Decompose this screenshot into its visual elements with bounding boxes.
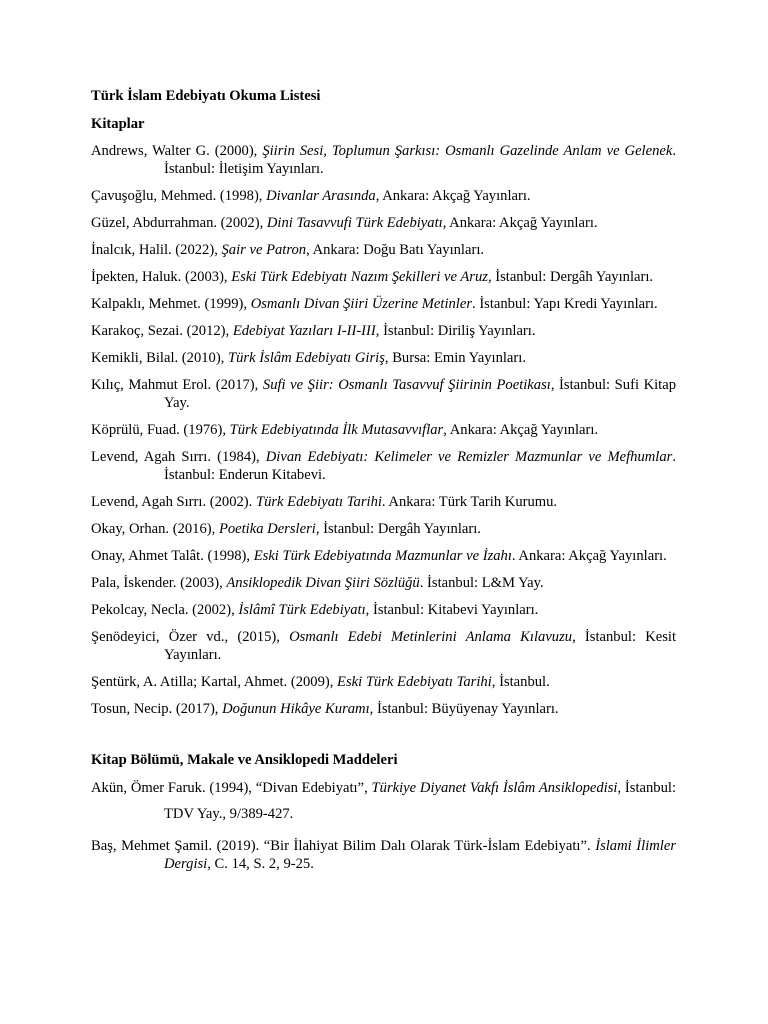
articles-list [91, 775, 676, 873]
list-item: Şentürk, A. Atilla; Kartal, Ahmet. (2009), Eski Türk Edebiyatı Tarihi, İstanbul. [91, 674, 550, 690]
list-item: Güzel, Abdurrahman. (2002), Dini Tasavvufi Türk Edebiyatı, Ankara: Akçağ Yayınları. [91, 215, 598, 231]
list-item: Kemikli, Bilal. (2010), Türk İslâm Edebiyatı Giriş, Bursa: Emin Yayınları. [91, 350, 526, 366]
list-item: Akün, Ömer Faruk. (1994), “Divan Edebiyatı”, Türkiye Diyanet Vakfı İslâm Ansiklopedisi, İstanbul: TDV Yay., 9/389-427. [91, 780, 677, 822]
list-item: Kılıç, Mahmut Erol. (2017), Sufi ve Şiir: Osmanlı Tasavvuf Şiirinin Poetikası, İstanbul: Sufi Kitap Yay. [91, 377, 676, 411]
section-heading-articles: Kitap Bölümü, Makale ve Ansiklopedi Maddeleri [91, 752, 398, 768]
list-item: İpekten, Haluk. (2003), Eski Türk Edebiyatı Nazım Şekilleri ve Aruz, İstanbul: Dergâh Yayınları. [91, 269, 654, 285]
list-item: Pala, İskender. (2003), Ansiklopedik Divan Şiiri Sözlüğü. İstanbul: L&M Yay. [91, 575, 544, 591]
list-item: Kalpaklı, Mehmet. (1999), Osmanlı Divan Şiiri Üzerine Metinler. İstanbul: Yapı Kredi Yayınları. [91, 296, 658, 312]
list-item: Karakoç, Sezai. (2012), Edebiyat Yazıları I-II-III, İstanbul: Diriliş Yayınları. [91, 323, 536, 339]
document-title: Türk İslam Edebiyatı Okuma Listesi [91, 88, 321, 104]
list-item: Pekolcay, Necla. (2002), İslâmî Türk Edebiyatı, İstanbul: Kitabevi Yayınları. [91, 602, 539, 618]
list-item: Levend, Agah Sırrı. (1984), Divan Edebiyatı: Kelimeler ve Remizler Mazmunlar ve Mefhumlar. İstanbul: Enderun Kitabevi. [91, 449, 676, 483]
list-item: Şenödeyici, Özer vd., (2015), Osmanlı Edebi Metinlerini Anlama Kılavuzu, İstanbul: Kesit Yayınları. [91, 629, 676, 663]
list-item: Çavuşoğlu, Mehmed. (1998), Divanlar Arasında, Ankara: Akçağ Yayınları. [91, 188, 531, 204]
document-page [91, 84, 676, 873]
list-item: Okay, Orhan. (2016), Poetika Dersleri, İstanbul: Dergâh Yayınları. [91, 521, 481, 537]
section-heading-books: Kitaplar [91, 116, 145, 132]
books-list [91, 142, 676, 718]
list-item: Onay, Ahmet Talât. (1998), Eski Türk Edebiyatında Mazmunlar ve İzahı. Ankara: Akçağ Yayınları. [91, 548, 667, 564]
list-item: Levend, Agah Sırrı. (2002). Türk Edebiyatı Tarihi. Ankara: Türk Tarih Kurumu. [91, 494, 558, 510]
list-item: Köprülü, Fuad. (1976), Türk Edebiyatında İlk Mutasavvıflar, Ankara: Akçağ Yayınları. [91, 422, 599, 438]
list-item: İnalcık, Halil. (2022), Şair ve Patron, Ankara: Doğu Batı Yayınları. [91, 242, 485, 258]
list-item: Tosun, Necip. (2017), Doğunun Hikâye Kuramı, İstanbul: Büyüyenay Yayınları. [91, 701, 559, 717]
list-item: Baş, Mehmet Şamil. (2019). “Bir İlahiyat Bilim Dalı Olarak Türk-İslam Edebiyatı”. İslami İlimler Dergisi, C. 14, S. 2, 9-25. [91, 838, 677, 872]
list-item: Andrews, Walter G. (2000), Şiirin Sesi, Toplumun Şarkısı: Osmanlı Gazelinde Anlam ve Gelenek. İstanbul: İletişim Yayınları. [91, 143, 676, 177]
